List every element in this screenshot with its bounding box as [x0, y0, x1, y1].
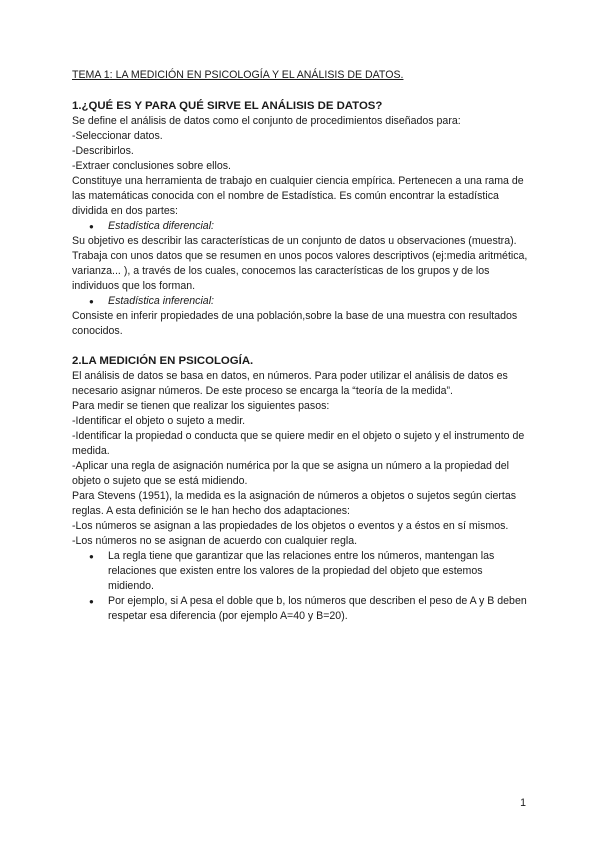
descriptive-paragraph: Su objetivo es describir las características de un conjunto de datos u observaciones (muestra). — [72, 235, 517, 247]
section2-paragraph: Para medir se tienen que realizar los siguientes pasos: — [72, 400, 330, 412]
measure-step: -Identificar la propiedad o conducta que se quiere medir en el objeto o sujeto y el instrumento de medida. — [72, 430, 525, 457]
inferential-list — [72, 294, 530, 309]
adaptation-item: -Los números no se asignan de acuerdo con cualquier regla. — [72, 535, 358, 547]
rule-bullet: ● Por ejemplo, si A pesa el doble que b, los números que describen el peso de A y B deben respetar esa diferencia (por ejemplo A=40 y B=20). — [72, 594, 530, 624]
rule-bullet: ● La regla tiene que garantizar que las relaciones entre los números, mantengan las relaciones que existen entre los valores de la propiedad del objeto que estemos midiendo. — [72, 549, 530, 594]
section1-body: Constituye una herramienta de trabajo en cualquier ciencia empírica. Pertenecen a una rama de las matemáticas conocida con el nombre de Estadística. Es común encontrar la estadística dividida en dos partes: — [72, 175, 524, 217]
section1-heading: 1.¿QUÉ ES Y PARA QUÉ SIRVE EL ANÁLISIS DE DATOS? — [72, 100, 383, 112]
rule-list — [72, 549, 530, 624]
section1-step: -Extraer conclusiones sobre ellos. — [72, 160, 231, 172]
document-title: TEMA 1: LA MEDICIÓN EN PSICOLOGÍA Y EL ANÁLISIS DE DATOS. — [72, 69, 404, 81]
inferential-label: ● Estadística inferencial: — [72, 294, 530, 309]
descriptive-label: ● Estadística diferencial: — [72, 219, 530, 234]
section1-step: -Describirlos. — [72, 145, 134, 157]
measure-step: -Aplicar una regla de asignación numérica por la que se asigna un número a la propiedad del objeto o sujeto que se está midiendo. — [72, 460, 509, 487]
descriptive-list — [72, 219, 530, 234]
inferential-paragraph: Consiste en inferir propiedades de una población,sobre la base de una muestra con resultados conocidos. — [72, 310, 518, 337]
measure-step: -Identificar el objeto o sujeto a medir. — [72, 415, 246, 427]
section2-paragraph: El análisis de datos se basa en datos, en números. Para poder utilizar el análisis de datos es necesario asignar números. De este proceso se encarga la “teoría de la medida”. — [72, 370, 508, 397]
section-spacer — [72, 339, 530, 353]
section1-step: -Seleccionar datos. — [72, 130, 163, 142]
section2-heading: 2.LA MEDICIÓN EN PSICOLOGÍA. — [72, 355, 254, 367]
page-number: 1 — [520, 797, 526, 809]
section1-intro: Se define el análisis de datos como el conjunto de procedimientos diseñados para: — [72, 115, 461, 127]
adaptation-item: -Los números se asignan a las propiedades de los objetos o eventos y a éstos en sí mismos. — [72, 520, 509, 532]
document-page — [72, 68, 530, 624]
descriptive-paragraph: Trabaja con unos datos que se resumen en unos pocos valores descriptivos (ej:media aritmética, varianza... ), a través de los cuales, conocemos las características de los grupos y de los individuos que los forman. — [72, 250, 528, 292]
section2-paragraph: Para Stevens (1951), la medida es la asignación de números a objetos o sujetos según ciertas reglas. A esta definición se le han hecho dos adaptaciones: — [72, 490, 517, 517]
